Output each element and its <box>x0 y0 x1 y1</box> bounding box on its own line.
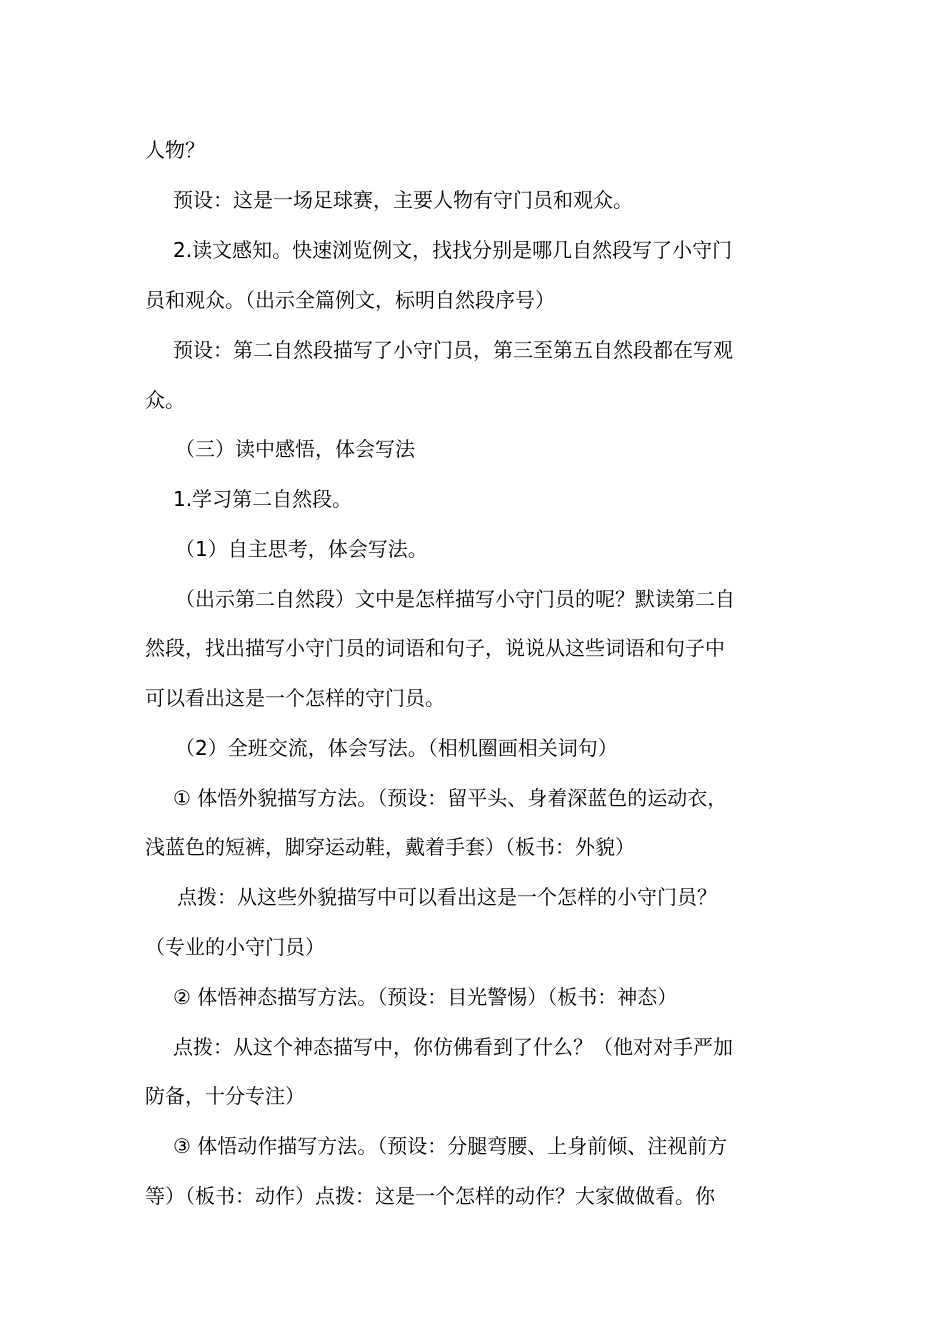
text-line: （出示第二自然段）文中是怎样描写小守门员的呢？默读第二自 <box>175 587 735 611</box>
text-line: 众。 <box>145 388 185 412</box>
text-line: 预设：第二自然段描写了小守门员，第三至第五自然段都在写观 <box>173 338 733 362</box>
text-line: 然段，找出描写小守门员的词语和句子，说说从这些词语和句子中 <box>145 636 725 660</box>
text-line: 等）（板书：动作）点拨：这是一个怎样的动作？大家做做看。你 <box>145 1184 715 1208</box>
text-line: 人物？ <box>145 138 205 162</box>
text-line: 可以看出这是一个怎样的守门员。 <box>145 686 445 710</box>
text-line: ① 体悟外貌描写方法。（预设：留平头、身着深蓝色的运动衣， <box>173 786 728 810</box>
section-heading: （三）读中感悟，体会写法 <box>175 437 415 461</box>
text-line: 1.学习第二自然段。 <box>173 487 353 511</box>
text-line: 点拨：从这些外貌描写中可以看出这是一个怎样的小守门员？ <box>177 885 717 909</box>
text-line: 浅蓝色的短裤，脚穿运动鞋，戴着手套）（板书：外貌） <box>145 835 635 859</box>
text-line: ③ 体悟动作描写方法。（预设：分腿弯腰、上身前倾、注视前方 <box>173 1134 728 1158</box>
text-line: （1）自主思考，体会写法。 <box>175 537 428 561</box>
text-line: ② 体悟神态描写方法。（预设：目光警惕）（板书：神态） <box>173 985 678 1009</box>
text-line: （2）全班交流，体会写法。（相机圈画相关词句） <box>175 736 618 760</box>
text-line: 点拨：从这个神态描写中，你仿佛看到了什么？（他对对手严加 <box>173 1035 733 1059</box>
text-line: 员和观众。（出示全篇例文，标明自然段序号） <box>145 288 555 312</box>
text-line: 防备，十分专注） <box>145 1084 305 1108</box>
text-line: （专业的小守门员） <box>145 935 325 959</box>
text-line: 预设：这是一场足球赛，主要人物有守门员和观众。 <box>173 188 633 212</box>
text-line: 2.读文感知。快速浏览例文，找找分别是哪几自然段写了小守门 <box>173 238 733 262</box>
